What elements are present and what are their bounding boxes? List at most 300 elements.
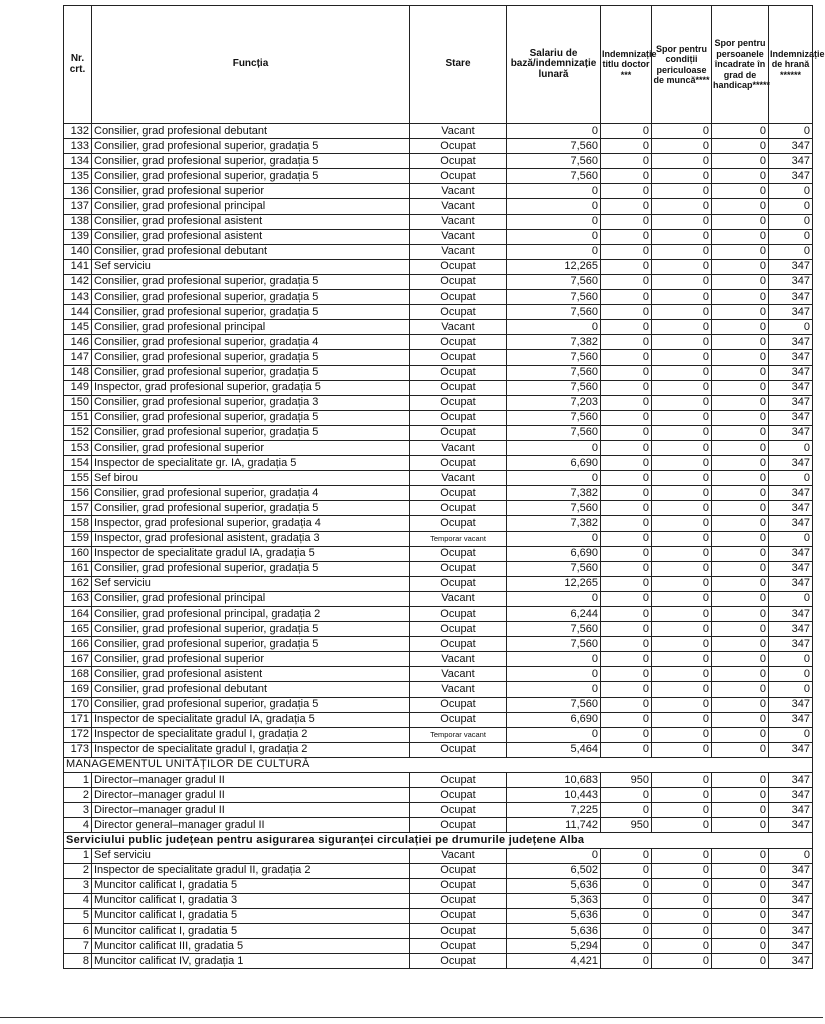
cell-hrana: 347	[769, 425, 813, 440]
cell-salariu: 7,382	[507, 516, 601, 531]
cell-stare: Ocupat	[410, 803, 507, 818]
cell-spor-conditii: 0	[652, 667, 712, 682]
cell-salariu: 10,443	[507, 788, 601, 803]
cell-salariu: 7,382	[507, 486, 601, 501]
cell-indemnizatie-doctor: 0	[601, 788, 652, 803]
cell-spor-handicap: 0	[712, 954, 769, 969]
cell-nr: 137	[64, 199, 92, 214]
table-row	[64, 939, 813, 954]
cell-salariu: 5,636	[507, 878, 601, 893]
table-row	[64, 773, 813, 788]
cell-spor-conditii: 0	[652, 652, 712, 667]
cell-functia: Consilier, grad profesional superior, gradația 5	[92, 139, 410, 154]
header-functia: Funcția	[92, 6, 410, 124]
cell-spor-conditii: 0	[652, 818, 712, 833]
cell-salariu: 7,560	[507, 290, 601, 305]
cell-stare: Vacant	[410, 652, 507, 667]
cell-hrana: 0	[769, 591, 813, 606]
cell-salariu: 7,560	[507, 154, 601, 169]
cell-stare: Ocupat	[410, 546, 507, 561]
cell-hrana: 347	[769, 607, 813, 622]
cell-nr: 151	[64, 410, 92, 425]
cell-indemnizatie-doctor: 0	[601, 169, 652, 184]
cell-hrana: 347	[769, 939, 813, 954]
cell-indemnizatie-doctor: 0	[601, 742, 652, 757]
table-row	[64, 561, 813, 576]
table-row	[64, 229, 813, 244]
cell-functia: Consilier, grad profesional asistent	[92, 667, 410, 682]
cell-stare: Ocupat	[410, 410, 507, 425]
table-row	[64, 305, 813, 320]
cell-hrana: 0	[769, 667, 813, 682]
table-row	[64, 893, 813, 908]
cell-stare: Ocupat	[410, 622, 507, 637]
cell-salariu: 7,560	[507, 169, 601, 184]
table-row	[64, 607, 813, 622]
cell-functia: Consilier, grad profesional principal	[92, 199, 410, 214]
cell-functia: Muncitor calificat I, gradatia 3	[92, 893, 410, 908]
cell-spor-conditii: 0	[652, 742, 712, 757]
cell-indemnizatie-doctor: 0	[601, 893, 652, 908]
table-row	[64, 471, 813, 486]
cell-stare: Vacant	[410, 440, 507, 455]
cell-spor-conditii: 0	[652, 546, 712, 561]
cell-stare: Ocupat	[410, 818, 507, 833]
cell-nr: 167	[64, 652, 92, 667]
cell-salariu: 7,560	[507, 561, 601, 576]
cell-spor-handicap: 0	[712, 199, 769, 214]
table-row	[64, 848, 813, 863]
cell-spor-handicap: 0	[712, 818, 769, 833]
cell-nr: 169	[64, 682, 92, 697]
cell-indemnizatie-doctor: 0	[601, 954, 652, 969]
cell-hrana: 0	[769, 471, 813, 486]
cell-spor-handicap: 0	[712, 923, 769, 938]
cell-stare: Ocupat	[410, 908, 507, 923]
cell-salariu: 0	[507, 667, 601, 682]
cell-stare: Ocupat	[410, 350, 507, 365]
cell-spor-conditii: 0	[652, 214, 712, 229]
cell-nr: 157	[64, 501, 92, 516]
cell-spor-handicap: 0	[712, 380, 769, 395]
cell-spor-conditii: 0	[652, 637, 712, 652]
cell-functia: Muncitor calificat I, gradatia 5	[92, 878, 410, 893]
cell-stare: Vacant	[410, 591, 507, 606]
cell-spor-conditii: 0	[652, 788, 712, 803]
cell-salariu: 6,690	[507, 546, 601, 561]
cell-functia: Consilier, grad profesional superior, gradația 5	[92, 274, 410, 289]
cell-salariu: 7,560	[507, 622, 601, 637]
cell-indemnizatie-doctor: 950	[601, 818, 652, 833]
cell-hrana: 0	[769, 652, 813, 667]
cell-stare: Ocupat	[410, 637, 507, 652]
cell-salariu: 5,636	[507, 908, 601, 923]
cell-salariu: 0	[507, 652, 601, 667]
cell-functia: Inspector, grad profesional asistent, gradația 3	[92, 531, 410, 546]
cell-salariu: 7,560	[507, 425, 601, 440]
cell-salariu: 0	[507, 471, 601, 486]
cell-hrana: 347	[769, 335, 813, 350]
cell-hrana: 347	[769, 501, 813, 516]
cell-stare: Ocupat	[410, 335, 507, 350]
cell-salariu: 0	[507, 244, 601, 259]
cell-indemnizatie-doctor: 0	[601, 546, 652, 561]
cell-spor-handicap: 0	[712, 863, 769, 878]
table-row	[64, 290, 813, 305]
cell-functia: Director–manager gradul II	[92, 773, 410, 788]
cell-indemnizatie-doctor: 0	[601, 576, 652, 591]
cell-spor-handicap: 0	[712, 410, 769, 425]
cell-salariu: 4,421	[507, 954, 601, 969]
section-row	[64, 833, 813, 848]
cell-salariu: 5,294	[507, 939, 601, 954]
cell-spor-conditii: 0	[652, 274, 712, 289]
cell-functia: Consilier, grad profesional superior, gradația 5	[92, 501, 410, 516]
cell-stare: Vacant	[410, 229, 507, 244]
cell-hrana: 347	[769, 712, 813, 727]
cell-stare: Ocupat	[410, 290, 507, 305]
cell-stare: Vacant	[410, 682, 507, 697]
cell-indemnizatie-doctor: 0	[601, 154, 652, 169]
cell-spor-conditii: 0	[652, 712, 712, 727]
cell-nr: 159	[64, 531, 92, 546]
cell-salariu: 7,560	[507, 139, 601, 154]
cell-functia: Consilier, grad profesional superior	[92, 652, 410, 667]
cell-salariu: 7,560	[507, 380, 601, 395]
cell-spor-handicap: 0	[712, 124, 769, 139]
cell-spor-conditii: 0	[652, 516, 712, 531]
cell-stare: Vacant	[410, 244, 507, 259]
cell-indemnizatie-doctor: 0	[601, 365, 652, 380]
cell-hrana: 0	[769, 124, 813, 139]
cell-functia: Inspector de specialitate gradul IA, gradația 5	[92, 546, 410, 561]
cell-hrana: 0	[769, 531, 813, 546]
cell-indemnizatie-doctor: 0	[601, 682, 652, 697]
cell-hrana: 347	[769, 546, 813, 561]
cell-spor-conditii: 0	[652, 259, 712, 274]
cell-indemnizatie-doctor: 0	[601, 259, 652, 274]
cell-indemnizatie-doctor: 0	[601, 863, 652, 878]
cell-salariu: 12,265	[507, 259, 601, 274]
cell-indemnizatie-doctor: 0	[601, 501, 652, 516]
cell-functia: Director–manager gradul II	[92, 803, 410, 818]
cell-functia: Consilier, grad profesional superior, gradația 4	[92, 335, 410, 350]
cell-stare: Ocupat	[410, 742, 507, 757]
cell-indemnizatie-doctor: 0	[601, 244, 652, 259]
cell-nr: 132	[64, 124, 92, 139]
cell-spor-handicap: 0	[712, 395, 769, 410]
cell-nr: 1	[64, 848, 92, 863]
section-row	[64, 757, 813, 772]
table-row	[64, 124, 813, 139]
cell-functia: Sef birou	[92, 471, 410, 486]
table-row	[64, 667, 813, 682]
cell-spor-handicap: 0	[712, 652, 769, 667]
cell-nr: 135	[64, 169, 92, 184]
cell-spor-conditii: 0	[652, 456, 712, 471]
table-header	[64, 6, 825, 124]
table-row	[64, 335, 813, 350]
cell-nr: 136	[64, 184, 92, 199]
cell-nr: 4	[64, 893, 92, 908]
cell-salariu: 6,690	[507, 456, 601, 471]
table-row	[64, 788, 813, 803]
header-salariu: Salariu de bază/indemnizație lunară	[507, 6, 601, 124]
cell-functia: Consilier, grad profesional superior, gradația 5	[92, 622, 410, 637]
table-row	[64, 591, 813, 606]
cell-nr: 166	[64, 637, 92, 652]
table-row	[64, 380, 813, 395]
cell-spor-conditii: 0	[652, 154, 712, 169]
cell-nr: 144	[64, 305, 92, 320]
table-row	[64, 169, 813, 184]
cell-spor-handicap: 0	[712, 471, 769, 486]
cell-indemnizatie-doctor: 0	[601, 229, 652, 244]
cell-spor-handicap: 0	[712, 531, 769, 546]
cell-hrana: 347	[769, 697, 813, 712]
cell-nr: 162	[64, 576, 92, 591]
table-row	[64, 486, 813, 501]
cell-salariu: 0	[507, 727, 601, 742]
cell-salariu: 6,244	[507, 607, 601, 622]
cell-functia: Consilier, grad profesional superior, gradația 5	[92, 425, 410, 440]
cell-spor-handicap: 0	[712, 607, 769, 622]
cell-indemnizatie-doctor: 0	[601, 607, 652, 622]
cell-spor-conditii: 0	[652, 350, 712, 365]
table-row	[64, 954, 813, 969]
cell-spor-handicap: 0	[712, 274, 769, 289]
cell-salariu: 6,690	[507, 712, 601, 727]
cell-spor-conditii: 0	[652, 124, 712, 139]
cell-nr: 155	[64, 471, 92, 486]
table-row	[64, 908, 813, 923]
cell-spor-conditii: 0	[652, 395, 712, 410]
cell-salariu: 12,265	[507, 576, 601, 591]
cell-salariu: 0	[507, 214, 601, 229]
cell-stare: Ocupat	[410, 169, 507, 184]
header-spor-conditii: Spor pentru condiții periculoase de muncă****	[652, 6, 712, 124]
cell-spor-conditii: 0	[652, 893, 712, 908]
cell-spor-handicap: 0	[712, 365, 769, 380]
cell-nr: 140	[64, 244, 92, 259]
cell-functia: Consilier, grad profesional superior, gradația 3	[92, 395, 410, 410]
cell-spor-handicap: 0	[712, 622, 769, 637]
cell-stare: Vacant	[410, 471, 507, 486]
cell-indemnizatie-doctor: 0	[601, 471, 652, 486]
cell-nr: 7	[64, 939, 92, 954]
cell-functia: Consilier, grad profesional asistent	[92, 229, 410, 244]
cell-functia: Consilier, grad profesional superior, gradația 5	[92, 350, 410, 365]
cell-functia: Consilier, grad profesional superior, gradația 5	[92, 305, 410, 320]
cell-indemnizatie-doctor: 0	[601, 923, 652, 938]
cell-stare: Vacant	[410, 320, 507, 335]
cell-hrana: 347	[769, 954, 813, 969]
cell-stare: Ocupat	[410, 365, 507, 380]
cell-indemnizatie-doctor: 0	[601, 531, 652, 546]
page-bottom-rule	[0, 1017, 823, 1018]
table-row	[64, 682, 813, 697]
cell-hrana: 347	[769, 742, 813, 757]
cell-stare: Vacant	[410, 184, 507, 199]
cell-nr: 156	[64, 486, 92, 501]
cell-spor-conditii: 0	[652, 622, 712, 637]
cell-spor-handicap: 0	[712, 591, 769, 606]
cell-spor-handicap: 0	[712, 712, 769, 727]
cell-functia: Consilier, grad profesional superior, gradația 5	[92, 169, 410, 184]
cell-indemnizatie-doctor: 0	[601, 139, 652, 154]
cell-stare: Ocupat	[410, 878, 507, 893]
cell-stare: Ocupat	[410, 154, 507, 169]
cell-nr: 147	[64, 350, 92, 365]
cell-nr: 146	[64, 335, 92, 350]
cell-salariu: 7,225	[507, 803, 601, 818]
header-indemnizatie-doctor: Indemnizație titlu doctor ***	[601, 6, 652, 124]
cell-nr: 163	[64, 591, 92, 606]
cell-spor-conditii: 0	[652, 365, 712, 380]
cell-spor-conditii: 0	[652, 773, 712, 788]
cell-nr: 150	[64, 395, 92, 410]
cell-salariu: 0	[507, 229, 601, 244]
cell-stare: Ocupat	[410, 893, 507, 908]
cell-stare: Ocupat	[410, 501, 507, 516]
cell-stare: Ocupat	[410, 516, 507, 531]
cell-stare: Ocupat	[410, 425, 507, 440]
cell-indemnizatie-doctor: 0	[601, 516, 652, 531]
table-row	[64, 637, 813, 652]
cell-hrana: 347	[769, 380, 813, 395]
cell-stare: Ocupat	[410, 954, 507, 969]
cell-spor-conditii: 0	[652, 501, 712, 516]
table-row	[64, 622, 813, 637]
cell-salariu: 6,502	[507, 863, 601, 878]
cell-spor-conditii: 0	[652, 697, 712, 712]
cell-hrana: 347	[769, 561, 813, 576]
cell-indemnizatie-doctor: 0	[601, 380, 652, 395]
cell-stare: Ocupat	[410, 863, 507, 878]
cell-spor-conditii: 0	[652, 908, 712, 923]
cell-functia: Consilier, grad profesional principal	[92, 320, 410, 335]
cell-nr: 133	[64, 139, 92, 154]
cell-spor-conditii: 0	[652, 320, 712, 335]
cell-spor-handicap: 0	[712, 667, 769, 682]
cell-functia: Sef serviciu	[92, 576, 410, 591]
header-hrana: Indemnizație de hrană ******	[769, 6, 813, 124]
cell-functia: Sef serviciu	[92, 259, 410, 274]
cell-functia: Consilier, grad profesional superior	[92, 440, 410, 455]
cell-hrana: 347	[769, 410, 813, 425]
cell-spor-handicap: 0	[712, 682, 769, 697]
cell-spor-handicap: 0	[712, 244, 769, 259]
cell-nr: 153	[64, 440, 92, 455]
cell-stare: Ocupat	[410, 697, 507, 712]
cell-salariu: 0	[507, 440, 601, 455]
cell-hrana: 347	[769, 395, 813, 410]
table-row	[64, 531, 813, 546]
cell-spor-conditii: 0	[652, 878, 712, 893]
cell-hrana: 0	[769, 244, 813, 259]
cell-hrana: 347	[769, 863, 813, 878]
cell-stare: Ocupat	[410, 259, 507, 274]
cell-hrana: 347	[769, 788, 813, 803]
cell-hrana: 347	[769, 305, 813, 320]
cell-hrana: 0	[769, 727, 813, 742]
cell-hrana: 0	[769, 848, 813, 863]
cell-indemnizatie-doctor: 0	[601, 335, 652, 350]
cell-salariu: 0	[507, 848, 601, 863]
cell-spor-handicap: 0	[712, 878, 769, 893]
cell-functia: Consilier, grad profesional superior, gradația 4	[92, 486, 410, 501]
table-body	[64, 124, 813, 969]
cell-nr: 173	[64, 742, 92, 757]
cell-hrana: 347	[769, 274, 813, 289]
cell-indemnizatie-doctor: 0	[601, 561, 652, 576]
section-title: MANAGEMENTUL UNITĂȚILOR DE CULTURĂ	[64, 757, 813, 772]
table-row	[64, 652, 813, 667]
cell-hrana: 347	[769, 290, 813, 305]
cell-spor-conditii: 0	[652, 923, 712, 938]
cell-salariu: 5,636	[507, 923, 601, 938]
table-row	[64, 274, 813, 289]
cell-functia: Consilier, grad profesional superior, gradația 5	[92, 637, 410, 652]
cell-spor-handicap: 0	[712, 803, 769, 818]
cell-nr: 134	[64, 154, 92, 169]
cell-hrana: 0	[769, 214, 813, 229]
table-row	[64, 139, 813, 154]
cell-nr: 2	[64, 863, 92, 878]
table-row	[64, 818, 813, 833]
cell-functia: Muncitor calificat III, gradatia 5	[92, 939, 410, 954]
cell-spor-conditii: 0	[652, 531, 712, 546]
cell-stare: Temporar vacant	[410, 727, 507, 742]
cell-functia: Inspector de specialitate gradul I, gradația 2	[92, 742, 410, 757]
cell-functia: Consilier, grad profesional debutant	[92, 244, 410, 259]
cell-spor-handicap: 0	[712, 335, 769, 350]
cell-nr: 3	[64, 878, 92, 893]
table-row	[64, 320, 813, 335]
cell-spor-handicap: 0	[712, 305, 769, 320]
cell-indemnizatie-doctor: 0	[601, 727, 652, 742]
cell-hrana: 347	[769, 923, 813, 938]
header-spor-handicap: Spor pentru persoanele încadrate în grad de handicap*****	[712, 6, 769, 124]
cell-stare: Ocupat	[410, 139, 507, 154]
cell-spor-handicap: 0	[712, 501, 769, 516]
cell-salariu: 5,363	[507, 893, 601, 908]
cell-functia: Director general–manager gradul II	[92, 818, 410, 833]
table-row	[64, 923, 813, 938]
cell-salariu: 10,683	[507, 773, 601, 788]
cell-nr: 160	[64, 546, 92, 561]
cell-spor-conditii: 0	[652, 727, 712, 742]
cell-functia: Consilier, grad profesional principal	[92, 591, 410, 606]
cell-salariu: 0	[507, 682, 601, 697]
table-row	[64, 516, 813, 531]
cell-hrana: 347	[769, 878, 813, 893]
cell-salariu: 0	[507, 591, 601, 606]
cell-salariu: 7,560	[507, 274, 601, 289]
cell-nr: 139	[64, 229, 92, 244]
cell-hrana: 347	[769, 350, 813, 365]
cell-nr: 165	[64, 622, 92, 637]
cell-salariu: 0	[507, 184, 601, 199]
table-row	[64, 154, 813, 169]
cell-nr: 2	[64, 788, 92, 803]
cell-spor-conditii: 0	[652, 848, 712, 863]
cell-spor-handicap: 0	[712, 154, 769, 169]
cell-hrana: 347	[769, 139, 813, 154]
table-row	[64, 727, 813, 742]
cell-spor-handicap: 0	[712, 773, 769, 788]
cell-salariu: 7,560	[507, 350, 601, 365]
